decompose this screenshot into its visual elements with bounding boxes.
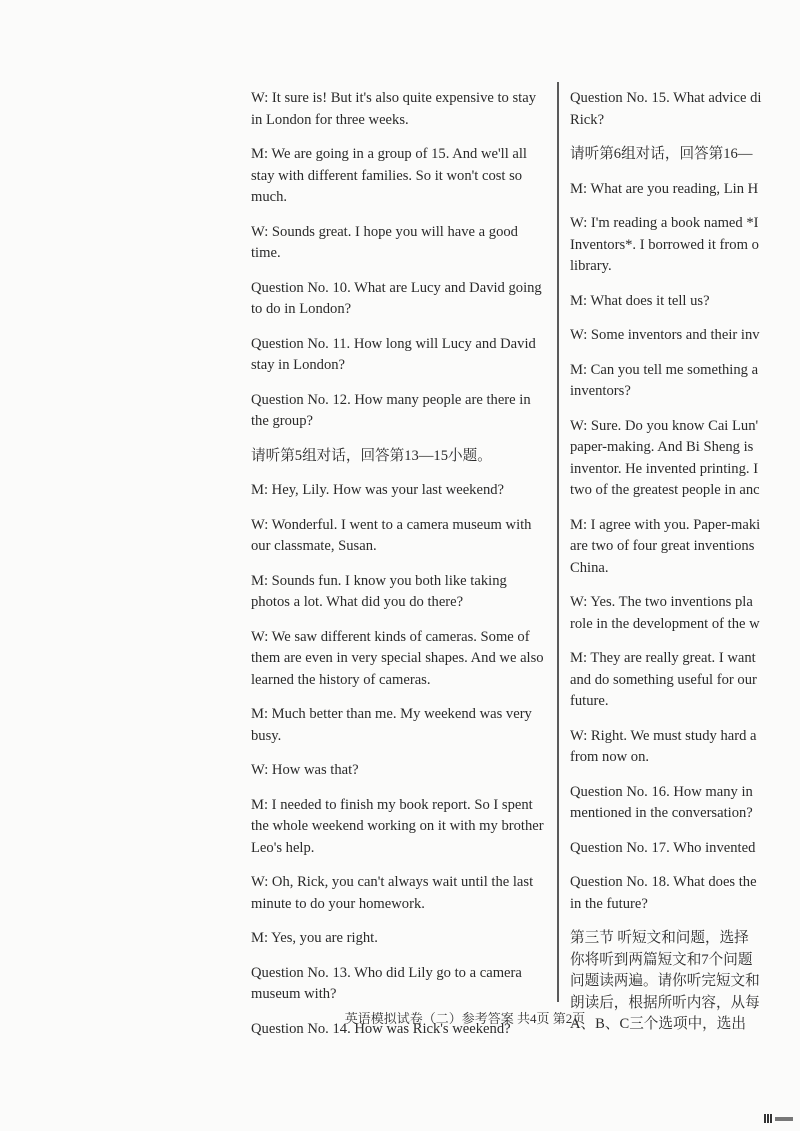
- text-line: 朗读后，根据所听内容，从每: [570, 994, 760, 1011]
- text-line: W: I'm reading a book named *I: [570, 215, 759, 231]
- paragraph: W: It sure is! But it's also quite expensive to stay in London for three weeks.: [251, 90, 536, 128]
- paragraph: [570, 872, 800, 915]
- text-line: 问题读两遍。请你听完短文和: [570, 973, 760, 989]
- text-line: 第三节 听短文和问题，选择: [570, 930, 749, 946]
- text-line: inventors?: [570, 383, 631, 399]
- paragraph: W: Oh, Rick, you can't always wait until the last minute to do your homework.: [251, 874, 534, 912]
- text-line: library.: [570, 258, 612, 274]
- paragraph: W: Wonderful. I went to a camera museum with our classmate, Susan.: [251, 516, 532, 554]
- text-line: W: Yes. The two inventions pla: [570, 594, 753, 610]
- paragraph: Question No. 12. How many people are there in the group?: [251, 391, 531, 429]
- text-line: inventor. He invented printing. I: [570, 460, 759, 477]
- paragraph: M: Much better than me. My weekend was very busy.: [251, 706, 532, 744]
- text-line: W: Right. We must study hard a: [570, 727, 757, 744]
- paragraph: [570, 782, 800, 825]
- paragraph: Question No. 13. Who did Lily go to a camera museum with?: [251, 964, 522, 1002]
- right-column: [570, 88, 800, 1049]
- paragraph: W: How was that?: [251, 762, 359, 778]
- paragraph: 请听第5组对话，回答第13—15小题。: [251, 447, 492, 464]
- text-line: 你将听到两篇短文和7个问题: [570, 951, 753, 968]
- text-line: Inventors*. I borrowed it from o: [570, 236, 759, 253]
- text-line: M: What does it tell us?: [570, 292, 710, 309]
- paragraph: Question No. 10. What are Lucy and David going to do in London?: [251, 279, 542, 317]
- text-line: W: Sure. Do you know Cai Lun': [570, 417, 759, 434]
- paragraph: M: Hey, Lily. How was your last weekend?: [251, 482, 505, 498]
- text-line: M: They are really great. I want: [570, 650, 756, 666]
- text-line: M: What are you reading, Lin H: [570, 180, 759, 197]
- paragraph: W: Sounds great. I hope you will have a good time.: [251, 223, 518, 261]
- text-line: future.: [570, 693, 609, 709]
- paragraph: M: We are going in a group of 15. And we'll all stay with different families. So it won't cost so much.: [251, 146, 527, 205]
- text-line: two of the greatest people in anc: [570, 482, 760, 498]
- page-footer: 英语模拟试卷（二）参考答案 共4页 第2页: [344, 1011, 586, 1026]
- paragraph: [570, 726, 800, 769]
- paragraph: [570, 325, 800, 347]
- paragraph: [570, 515, 800, 580]
- text-line: mentioned in the conversation?: [570, 805, 753, 821]
- text-line: Question No. 18. What does the: [570, 874, 757, 890]
- paragraph: [570, 213, 800, 278]
- text-line: Question No. 15. What advice di: [570, 90, 762, 106]
- paragraph: Question No. 14. How was Rick's weekend?: [251, 1020, 511, 1037]
- paragraph: W: We saw different kinds of cameras. Some of them are even in very special shapes. And we also learned the history of cameras.: [251, 628, 544, 688]
- text-line: Question No. 17. Who invented: [570, 839, 756, 856]
- paragraph: Question No. 11. How long will Lucy and David stay in London?: [251, 335, 536, 373]
- text-line: Rick?: [570, 111, 605, 128]
- paragraph: [570, 179, 800, 201]
- paragraph: [570, 88, 800, 131]
- text-line: in the future?: [570, 895, 648, 912]
- paragraph: [570, 592, 800, 635]
- paragraph: [570, 648, 800, 713]
- paragraph: [570, 360, 800, 403]
- text-line: 请听第6组对话，回答第16—: [570, 146, 753, 162]
- paragraph: [570, 416, 800, 502]
- text-line: are two of four great inventions: [570, 538, 755, 554]
- column-divider: [557, 82, 559, 1002]
- paragraph: [570, 144, 800, 166]
- text-line: role in the development of the w: [570, 615, 760, 632]
- paragraph: M: I needed to finish my book report. So I spent the whole weekend working on it with my brother Leo's help.: [251, 796, 544, 856]
- text-line: China.: [570, 559, 609, 576]
- paragraph: [570, 838, 800, 860]
- text-line: Question No. 16. How many in: [570, 783, 753, 800]
- text-line: A、B、C三个选项中，选出: [570, 1016, 746, 1032]
- text-line: W: Some inventors and their inv: [570, 327, 760, 343]
- paragraph: [570, 291, 800, 313]
- text-line: M: I agree with you. Paper-maki: [570, 516, 761, 533]
- text-line: and do something useful for our: [570, 671, 757, 688]
- text-line: M: Can you tell me something a: [570, 361, 759, 378]
- paragraph: M: Yes, you are right.: [251, 930, 378, 946]
- text-line: paper-making. And Bi Sheng is: [570, 439, 754, 455]
- publisher-logo-icon: [764, 1114, 794, 1123]
- paragraph: M: Sounds fun. I know you both like taking photos a lot. What did you do there?: [251, 572, 507, 610]
- left-column: [251, 88, 547, 1053]
- text-line: from now on.: [570, 749, 650, 765]
